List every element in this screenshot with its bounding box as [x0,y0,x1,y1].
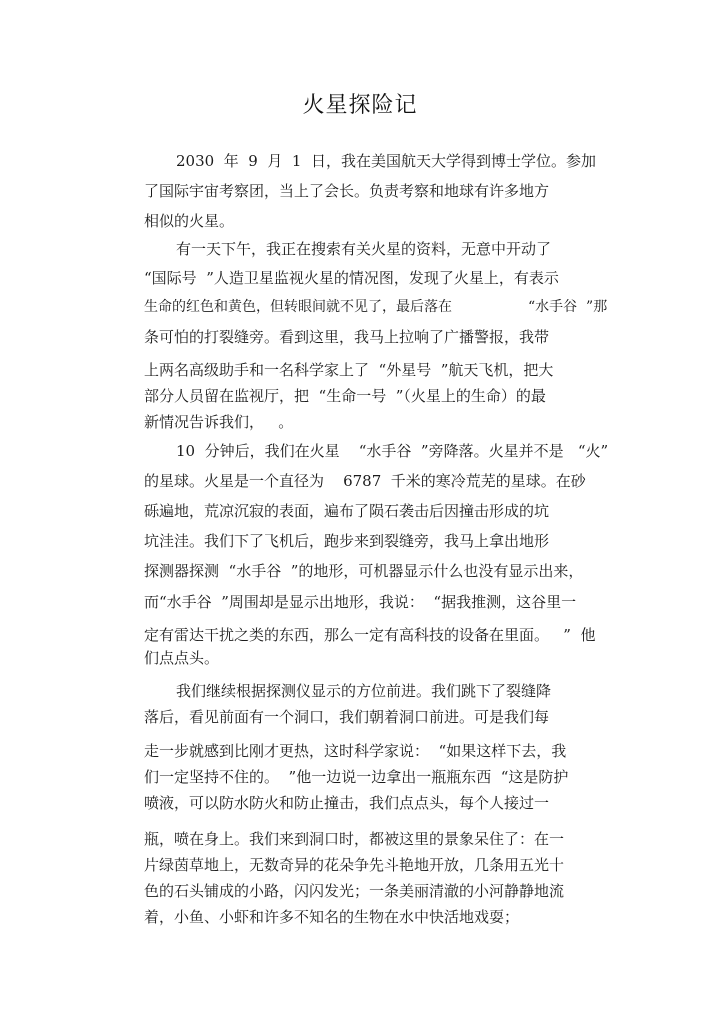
text-line: 砾遍地，荒凉沉寂的表面，遍布了陨石袭击后因撞击形成的坑 [144,502,550,520]
text-line: 喷液，可以防水防火和防止撞击，我们点点头，每个人接过一 [144,794,550,812]
text-line: 而“水手谷 ”周围却是显示出地形，我说： “据我推测，这谷里一 [144,593,577,611]
text-line: 新情况告诉我们， 。 [144,413,294,431]
text-line: 相似的火星。 [144,212,235,230]
text-line: 有一天下午，我正在搜索有关火星的资料，无意中开动了 [176,240,552,258]
text-line: 了国际宇宙考察团，当上了会长。负责考察和地球有许多地方 [144,182,550,200]
text-line: 我们继续根据探测仪显示的方位前进。我们跳下了裂缝降 [176,682,552,700]
text-line: 探测器探测 “水手谷 ”的地形，可机器显示什么也没有显示出来， [144,562,584,580]
text-line: 们一定坚持不住的。 ”他一边说一边拿出一瓶瓶东西 “这是防护 [144,768,569,786]
text-line: 部分人员留在监视厅，把 “生命一号 ”（火星上的生命）的最 [144,387,546,405]
text-line: 坑洼洼。我们下了飞机后，跑步来到裂缝旁，我马上拿出地形 [144,532,550,550]
text-line: 生命的红色和黄色，但转眼间就不见了，最后落在 [144,299,452,315]
text-line: 10 分钟后，我们在火星 “水手谷 ”旁降落。火星并不是 “火” [176,442,609,460]
text-line: “国际号 ”人造卫星监视火星的情况图，发现了火星上，有表示 [144,269,559,287]
document-title: 火星探险记 [302,93,418,118]
text-line: 色的石头铺成的小路，闪闪发光；一条美丽清澈的小河静静地流 [144,882,565,900]
text-line: 们点点头。 [144,649,220,667]
text-line: 条可怕的打裂缝旁。看到这里，我马上拉响了广播警报，我带 [144,328,550,346]
text-line: 的星球。火星是一个直径为 6787 千米的寒冷荒芜的星球。在砂 [144,472,586,490]
text-line: 走一步就感到比刚才更热，这时科学家说： “如果这样下去，我 [144,742,567,760]
text-line: 片绿茵草地上，无数奇异的花朵争先斗艳地开放，几条用五光十 [144,856,565,874]
text-line: 定有雷达干扰之类的东西，那么一定有高科技的设备在里面。 ” 他 [144,626,596,644]
text-line: 着，小鱼、小虾和许多不知名的生物在水中快活地戏耍； [144,908,520,926]
text-line: “水手谷 ”那 [528,299,608,315]
text-line: 2030 年 9 月 1 日，我在美国航天大学得到博士学位。参加 [176,152,596,170]
text-line: 瓶，喷在身上。我们来到洞口时，都被这里的景象呆住了：在一 [144,830,565,848]
text-line: 落后，看见前面有一个洞口，我们朝着洞口前进。可是我们每 [144,708,550,726]
text-line: 上两名高级助手和一名科学家上了 “外星号 ”航天飞机，把大 [144,361,554,379]
